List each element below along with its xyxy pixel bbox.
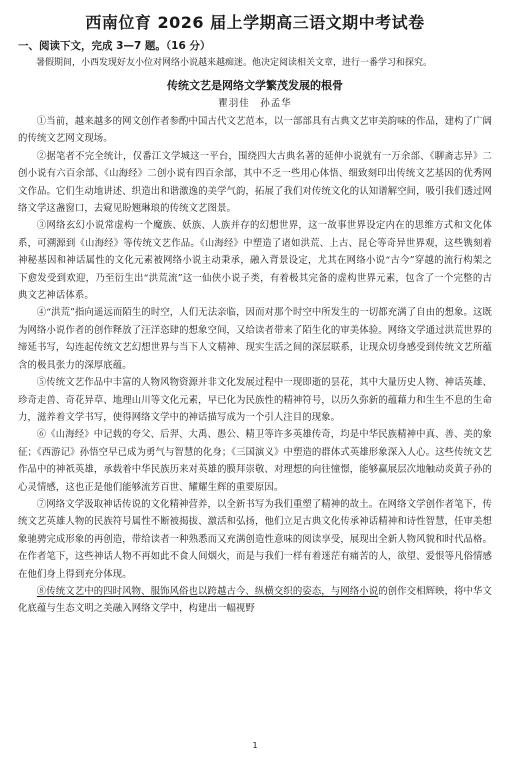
section-heading: 一、阅读下文，完成 3—7 题。（16 分） bbox=[18, 40, 211, 52]
paragraph-8-continuation: 的创作交相辉映，将中华文化底蕴与生态文明之美融入网络文学中，构建出一幅视野 bbox=[18, 585, 492, 615]
paragraph-4: ④“洪荒”指向遥远而陌生的时空，人们无法亲临，因而对那个时空中所发生的一切都充满了自由的想象。这既为网络小说作者的创作释放了汪洋恣肆的想象空间，又给读者带来了陌生化的审美体验。网络文学通过洪荒世界的缔延书写，勾连起传统文艺幻想世界与当下人文精神、现实生活之间的深层联系，让现众切身感受到传统文艺所蕴含的极具张力的深厚底蕴。 bbox=[18, 307, 492, 371]
paragraph-7: ⑦网络文学汲取神话传说的文化精神营养，以全新书写为我们重塑了精神的故土。在网络文学创作者笔下，传统文艺英雄人物的民族符号属性不断被揭拔、激活和弘扬，他们立足古典文化传承神话精神和诗性智慧，任审美想象驰骋完成形象的再创造，带给读者一种熟悉而又充满创造性意味的阅读享受，展现出全新人物风貌和时代品格。在作者笔下，这些神话人物不再如此不食人间烟火，而是与我们一样有着迷茫有痛苦的人，欲望、爱恨等凡俗情感在他们身上得到充分体现。 bbox=[18, 498, 492, 580]
underlined-sentence: ⑧传统文艺中的四时风物、服饰风俗也以跨越古今、纵横交织的姿态，与网络小说 bbox=[36, 585, 379, 597]
exam-title: 西南位育 2026 届上学期高三语文期中考试卷 bbox=[85, 13, 425, 32]
paragraph-1: ①当前，越来越多的网文创作者参酌中国古代文艺范本，以一部部具有古典文艺审美韵味的作品，建构了广阔的传统文艺网文现场。 bbox=[18, 116, 492, 145]
article-title: 传统文艺是网络文学繁茂发展的根骨 bbox=[167, 79, 343, 92]
paragraph-8 bbox=[18, 583, 492, 618]
article-author: 瞿羽佳 孙孟华 bbox=[218, 98, 292, 109]
intro-paragraph: 暑假期间，小西发现好友小位对网络小说越来越痴迷。他决定阅读相关文章，进行一番学习和探究。 bbox=[36, 58, 433, 68]
paragraph-2: ②据笔者不完全统计，仅番江文学城这一平台，围绕四大古典名著的延伸小说就有一万余部、《聊斋志异》二创小说有六百余部、《山海经》二创小说有四百余部，其中不乏一些用心体悟、细致刻印出传统文艺基因的优秀网文作品。它们生动地讲述、织造出和谐激逸的美学气韵，拓展了我们对传统文化的认知谱解空间，吸引我们透过网络文学这盏窗口，去窥见盼翘琳琅的传统文艺图景。 bbox=[18, 150, 492, 215]
paragraph-6: ⑥《山海经》中记载的夸父、后羿、大禹、愚公、精卫等许多英雄传奇，均是中华民族精神中真、善、美的象征；《西游记》孙悟空早已成为勇气与智慧的化身；《三国演义》中塑造的群体式英雄形象深入人心。这些传统文艺作品中的神祇英雄，承载着中华民族历来对英雄的膜拜崇敬、对理想的向往憧憬，能够赢展层次地触动炎黄子孙的心灵情感，这也正是他们能够流芳百世、耀耀生辉的重要原因。 bbox=[18, 429, 492, 493]
article-body bbox=[18, 113, 492, 618]
page-number: 1 bbox=[252, 741, 258, 750]
paragraph-5: ⑤传统文艺作品中丰富的人物风物资源并非文化发展过程中一现即逝的昙花，其中大量历史人物、神话英雄、珍奇走兽、奇花异草、地理山川等文化元素，早已化为民族性的精神符号，以历久弥新的蕴藉力和生生不息的生命力，滋养着文学书写，使得网络文学中的神话描写成为一个引人注目的现象。 bbox=[18, 377, 492, 423]
paragraph-3: ③网络玄幻小说常虚构一个魔族、妖族、人族并存的幻想世界，这一故事世界设定内在的思维方式和文化体系，可溯源到《山海经》等传统文艺作品。《山海经》中塑造了诸如洪荒、上古、昆仑等奇异世界观，这些镌刻着神秘基因和神话属性的文化元素被网络小说主动秉承，融入背景设定，尤其在网络小说“古今”穿越的流行构架之下愈发受到欢迎，乃至衍生出“洪荒流”这一仙侠小说子类，有着极其完备的虚构世界元素，包含了一个完整的古典文艺神话体系。 bbox=[18, 220, 492, 302]
